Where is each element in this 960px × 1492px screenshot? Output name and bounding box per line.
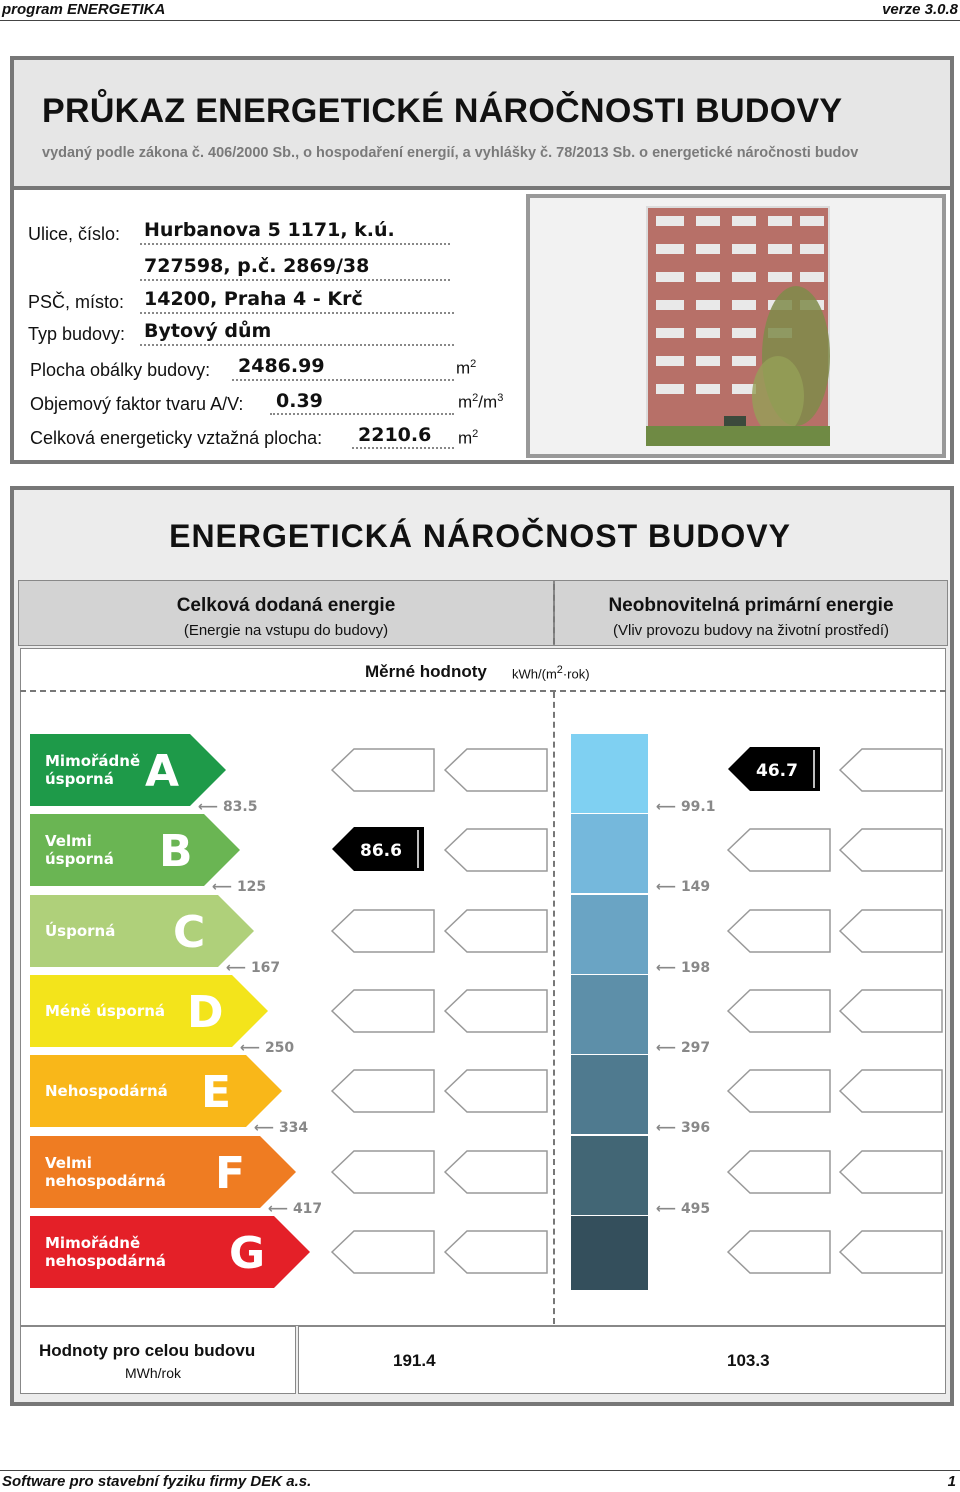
empty-marker — [726, 1149, 832, 1195]
empty-marker — [330, 908, 436, 954]
specific-values-unit: kWh/$(m^2\cdot rok)$ — [512, 664, 590, 682]
street-value-line2: 727598, p.č. 2869/38 — [144, 255, 370, 277]
class-label-f: Velmi nehospodárná — [45, 1153, 166, 1190]
class-letter-e: E — [201, 1067, 232, 1119]
primary-energy-bar-segment — [571, 895, 648, 974]
delivered-energy-indicator — [330, 826, 426, 872]
totals-label: Hodnoty pro celou budovu — [39, 1341, 256, 1360]
dotted-rule — [270, 413, 454, 415]
empty-marker — [443, 747, 549, 793]
empty-marker — [443, 1229, 549, 1275]
reference-area-value: 2210.6 — [358, 424, 432, 446]
footer-software: Software pro stavební fyziku firmy DEK a.s. — [2, 1473, 312, 1490]
envelope-area-label: Plocha obálky budovy: — [30, 360, 211, 380]
empty-marker — [838, 1068, 944, 1114]
shape-factor-unit: $m^2/m^3$ — [458, 392, 504, 412]
totals-label-cell — [20, 1326, 296, 1394]
empty-marker — [726, 988, 832, 1034]
class-letter-g: G — [229, 1227, 266, 1279]
delivered-energy-subtitle: (Energie na vstupu do budovy) — [183, 622, 389, 639]
primary-energy-bar-segment — [571, 1216, 648, 1290]
threshold-right: ⟵ 149 — [656, 879, 711, 896]
threshold-right: ⟵ 99.1 — [656, 799, 716, 815]
class-letter-a: A — [145, 746, 180, 797]
empty-marker — [330, 747, 436, 793]
shape-factor-label: Objemový faktor tvaru A/V: — [30, 394, 244, 414]
empty-marker — [330, 1229, 436, 1275]
building-type-value: Bytový dům — [144, 320, 272, 342]
delivered-energy-header — [18, 580, 554, 646]
empty-marker — [838, 988, 944, 1034]
threshold-left: ⟵ 125 — [212, 879, 267, 896]
page-number: 1 — [947, 1473, 956, 1490]
building-type-label: Typ budovy: — [28, 324, 126, 344]
class-label-a: Mimořádně úsporná — [45, 752, 141, 788]
empty-marker — [330, 988, 436, 1034]
svg-text:46.7: 46.7 — [756, 761, 798, 781]
shape-factor-value: 0.39 — [276, 390, 323, 412]
page-footer — [0, 1470, 960, 1492]
dotted-rule — [140, 243, 450, 245]
threshold-right: ⟵ 198 — [656, 959, 711, 976]
empty-marker — [443, 1068, 549, 1114]
class-label-b: Velmi úsporná — [45, 832, 114, 869]
program-name: program ENERGETIKA — [2, 1, 166, 18]
class-label-g: Mimořádně nehospodárná — [45, 1233, 166, 1270]
threshold-right: ⟵ 495 — [656, 1200, 711, 1217]
threshold-left: ⟵ 83.5 — [198, 799, 258, 815]
dotted-rule — [352, 447, 454, 449]
empty-marker — [443, 827, 549, 873]
threshold-left: ⟵ 334 — [254, 1120, 309, 1137]
totals-values-cell — [298, 1326, 946, 1394]
empty-marker — [726, 1229, 832, 1275]
psc-label: PSČ, místo: — [28, 292, 125, 312]
total-delivered-energy: 191.4 — [393, 1351, 436, 1370]
empty-marker — [726, 827, 832, 873]
primary-energy-indicator — [726, 746, 822, 792]
certificate-title: PRŮKAZ ENERGETICKÉ NÁROČNOSTI BUDOVY — [42, 92, 843, 130]
energy-section-title: ENERGETICKÁ NÁROČNOST BUDOVY — [169, 518, 791, 554]
primary-energy-bar-segment — [571, 814, 648, 893]
dotted-rule — [140, 344, 454, 346]
delivered-energy-title: Celková dodaná energie — [176, 595, 396, 616]
street-value-line1: Hurbanova 5 1171, k.ú. — [144, 219, 395, 241]
dotted-rule — [140, 312, 454, 314]
empty-marker — [726, 908, 832, 954]
street-label: Ulice, číslo: — [28, 224, 121, 244]
class-letter-f: F — [215, 1147, 246, 1199]
dashed-divider — [553, 584, 555, 644]
page-header — [0, 0, 960, 21]
dashed-divider — [553, 692, 555, 1324]
svg-text:86.6: 86.6 — [360, 841, 402, 862]
class-letter-c: C — [173, 906, 206, 958]
empty-marker — [726, 1068, 832, 1114]
empty-marker — [443, 1149, 549, 1195]
dotted-rule — [232, 379, 454, 381]
primary-energy-bar-segment — [571, 734, 648, 813]
envelope-area-unit: $m^2$ — [456, 358, 477, 378]
primary-energy-header — [554, 580, 948, 646]
threshold-left: ⟵ 417 — [268, 1200, 323, 1217]
dotted-rule — [140, 279, 450, 281]
dashed-divider — [20, 690, 946, 692]
empty-marker — [443, 908, 549, 954]
empty-marker — [838, 1229, 944, 1275]
threshold-right: ⟵ 297 — [656, 1039, 711, 1056]
empty-marker — [838, 1149, 944, 1195]
totals-row — [20, 1326, 946, 1394]
empty-marker — [443, 988, 549, 1034]
empty-marker — [330, 1068, 436, 1114]
certificate-subtitle: vydaný podle zákona č. 406/2000 Sb., o hospodaření energií, a vyhlášky č. 78/2013 Sb. o energetické náročnosti budov — [42, 145, 859, 161]
psc-value: 14200, Praha 4 - Krč — [144, 288, 363, 310]
envelope-area-value: 2486.99 — [238, 355, 325, 377]
reference-area-unit: $m^2$ — [458, 428, 479, 448]
program-version: verze 3.0.8 — [882, 1, 958, 18]
primary-energy-bar-segment — [571, 1136, 648, 1215]
empty-marker — [838, 747, 944, 793]
class-letter-d: D — [187, 986, 224, 1038]
class-label-c: Úsporná — [45, 921, 116, 940]
primary-energy-bar-segment — [571, 975, 648, 1054]
threshold-left: ⟵ 250 — [240, 1039, 295, 1056]
class-label-e: Nehospodárná — [45, 1082, 168, 1101]
reference-area-label: Celková energeticky vztažná plocha: — [30, 428, 323, 448]
empty-marker — [330, 1149, 436, 1195]
total-primary-energy: 103.3 — [727, 1351, 770, 1370]
primary-energy-subtitle: (Vliv provozu budovy na životní prostředí) — [613, 622, 889, 639]
primary-energy-bar-segment — [571, 1055, 648, 1134]
primary-energy-title: Neobnovitelná primární energie — [608, 595, 894, 616]
specific-values-label: Měrné hodnoty — [365, 662, 487, 681]
class-label-d: Méně úsporná — [45, 1001, 166, 1020]
totals-unit: MWh/rok — [125, 1365, 181, 1381]
building-photo — [646, 206, 830, 446]
class-letter-b: B — [159, 826, 193, 878]
empty-marker — [838, 827, 944, 873]
threshold-left: ⟵ 167 — [226, 959, 281, 976]
empty-marker — [838, 908, 944, 954]
threshold-right: ⟵ 396 — [656, 1120, 711, 1137]
